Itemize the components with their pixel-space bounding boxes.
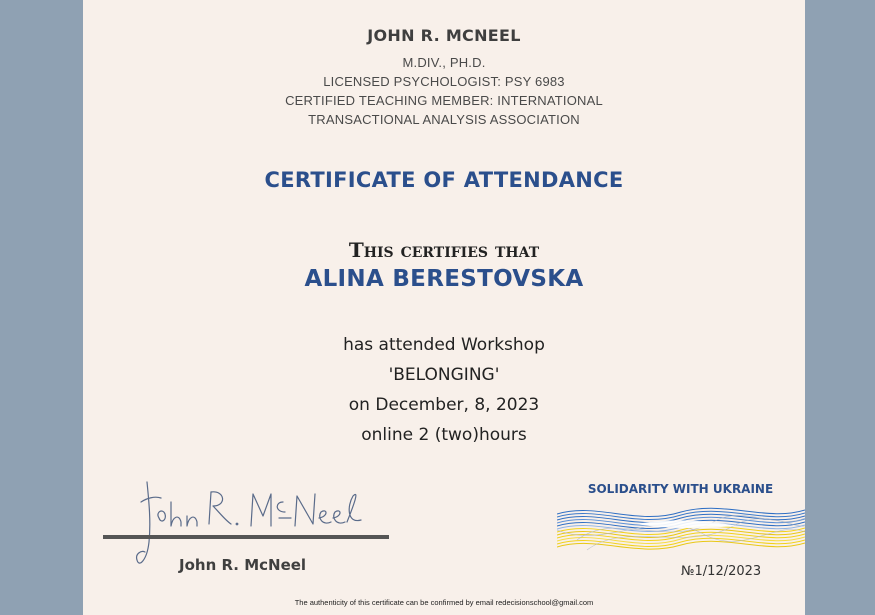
signer-name: John R. McNeel	[179, 556, 307, 574]
certificate-number: №1/12/2023	[681, 564, 762, 579]
detail-attended: has attended Workshop	[343, 335, 545, 355]
detail-date: on December, 8, 2023	[348, 395, 540, 415]
issuer-license: LICENSED PSYCHOLOGIST: PSY 6983	[323, 74, 565, 89]
issuer-membership-line2: TRANSACTIONAL ANALYSIS ASSOCIATION	[308, 112, 580, 127]
signature-line	[103, 535, 389, 539]
recipient-name: ALINA BERESTOVSKA	[304, 266, 584, 292]
detail-duration: online 2 (two)hours	[361, 425, 527, 445]
certifies-text: This certifies that	[348, 238, 540, 262]
certificate-page	[83, 0, 805, 615]
certificate-title: CERTIFICATE OF ATTENDANCE	[264, 168, 624, 192]
solidarity-title: SOLIDARITY WITH UKRAINE	[587, 482, 774, 496]
issuer-degrees: M.DIV., PH.D.	[402, 55, 486, 70]
ukraine-flag-wave-graphic	[557, 500, 805, 558]
authenticity-note: The authenticity of this certificate can be confirmed by email redecisionschool@gmail.com	[294, 598, 594, 607]
detail-workshop-name: 'BELONGING'	[388, 365, 500, 385]
issuer-membership-line1: CERTIFIED TEACHING MEMBER: INTERNATIONAL	[285, 93, 603, 108]
issuer-name: JOHN R. MCNEEL	[367, 26, 521, 45]
